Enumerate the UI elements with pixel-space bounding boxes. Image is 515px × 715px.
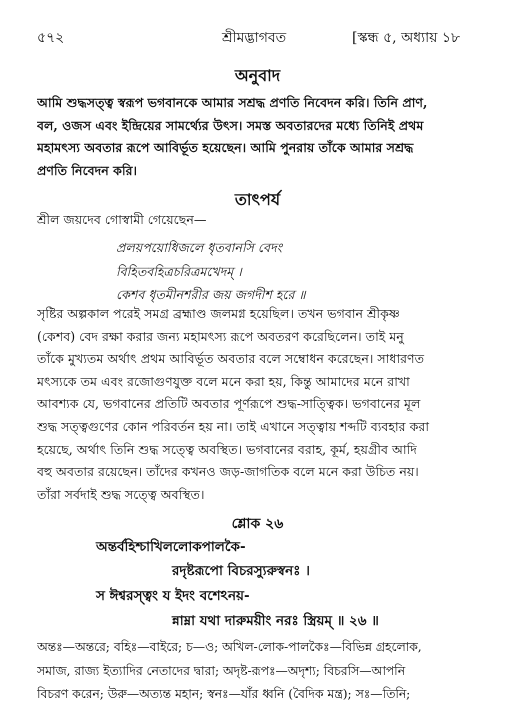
quote-line: বিহিতবহিত্রচরিত্রমখেদম্ ।: [116, 263, 242, 279]
quote-line: কেশব ধৃতমীনশরীর জয় জগদীশ হরে ॥: [116, 287, 306, 302]
verse-line: ন্নাম্না যথা দারুময়ীং নরঃ স্ত্রিয়ম্ ॥ ২৬ ॥: [172, 613, 379, 629]
synonyms-line: বিচরণ করেন; উরু—অত্যন্ত মহান; স্বনঃ—যাঁর ধ্বনি (বৈদিক মন্ত্র); সঃ—তিনি;: [37, 687, 411, 701]
purport-intro: শ্রীল জয়দেব গোস্বামী গেয়েছেন—: [37, 212, 207, 227]
translation-heading: অনুবাদ: [234, 66, 281, 85]
purport-line: হয়েছে, অর্থাৎ তিনি শুদ্ধ সত্ত্বে অবস্থিত। ভগবানের বরাহ, কূর্ম, হয়গ্রীব আদি: [37, 441, 417, 457]
verse-line: স ঈশ্বরস্ত্বং য ইদং বশেঽনয়-: [96, 588, 250, 604]
synonyms-line: সমাজ, রাজ্য ইত্যাদির নেতাদের দ্বারা; অদৃষ্ট-রূপঃ—অদৃশ্য; বিচরসি—আপনি: [37, 663, 406, 678]
purport-heading: তাৎপর্য: [234, 190, 281, 209]
purport-line: তাঁকে মুখ্যতম অর্থাৎ প্রথম আবির্ভূত অবতার বলে সম্বোধন করেছেন। সাধারণত: [37, 351, 425, 367]
purport-line: বহু অবতার রয়েছেন। তাঁদের কখনও জড়-জাগতিক বলে মনে করা উচিত নয়।: [37, 464, 419, 480]
purport-line: (কেশব) বেদ রক্ষা করার জন্য মহামৎস্য রূপে অবতরণ করেছিলেন। তাই মনু: [37, 328, 404, 344]
verse-line: রদৃষ্টরূপো বিচরস্যুরুস্বনঃ ।: [172, 563, 310, 579]
synonyms-text: [37, 636, 483, 707]
purport-line: শুদ্ধ সত্ত্বগুণের কোন পরিবর্তন হয় না। তাই এখানে সত্ত্বায় শব্দটি ব্যবহার করা: [37, 418, 430, 434]
translation-line: বল, ওজস এবং ইন্দ্রিয়ের সামর্থ্যের উৎস। সমস্ত অবতারদের মধ্যে তিনিই প্রথম: [37, 117, 424, 133]
page-number: ৫৭২: [37, 30, 65, 46]
translation-text: [37, 92, 483, 182]
purport-line: তাঁরা সর্বদাই শুদ্ধ সত্ত্বে অবস্থিত।: [37, 486, 205, 502]
quote-line: প্রলয়পয়োধিজলে ধৃতবানসি বেদং: [116, 240, 283, 255]
purport-line: সৃষ্টির অল্পকাল পরেই সমগ্র ব্রহ্মাণ্ড জলমগ্ন হয়েছিল। তখন ভগবান শ্রীকৃষ্ণ: [37, 306, 400, 321]
verse-line: অন্তর্বহিশ্চাখিললোকপালকৈ-: [96, 539, 246, 555]
book-title: শ্রীমদ্ভাগবত: [222, 30, 287, 46]
purport-line: আবশ্যক যে, ভগবানের প্রতিটি অবতার পূর্ণরূপে শুদ্ধ-সাত্ত্বিক। ভগবানের মূল: [37, 396, 421, 412]
translation-line: মহামৎস্য অবতার রূপে আবির্ভূত হয়েছেন। আমি পুনরায় তাঁকে আমার সশ্রদ্ধ: [37, 140, 414, 156]
verse-heading: শ্লোক ২৬: [231, 516, 284, 532]
translation-line: প্রণতি নিবেদন করি।: [37, 162, 138, 178]
translation-line: আমি শুদ্ধসত্ত্ব স্বরূপ ভগবানকে আমার সশ্রদ্ধ প্রণতি নিবেদন করি। তিনি প্রাণ,: [37, 95, 428, 110]
purport-quote: [116, 236, 306, 307]
purport-line: মৎস্যকে তম এবং রজোগুণযুক্ত বলে মনে করা হয়, কিন্তু আমাদের মনে রাখা: [37, 373, 410, 389]
synonyms-line: অন্তঃ—অন্তরে; বহিঃ—বাইরে; চ—ও; অখিল-লোক-পালকৈঃ—বিভিন্ন গ্রহলোক,: [37, 640, 422, 654]
purport-text: [37, 303, 483, 506]
section-label: [স্কন্ধ ৫, অধ্যায় ১৮: [352, 30, 461, 46]
